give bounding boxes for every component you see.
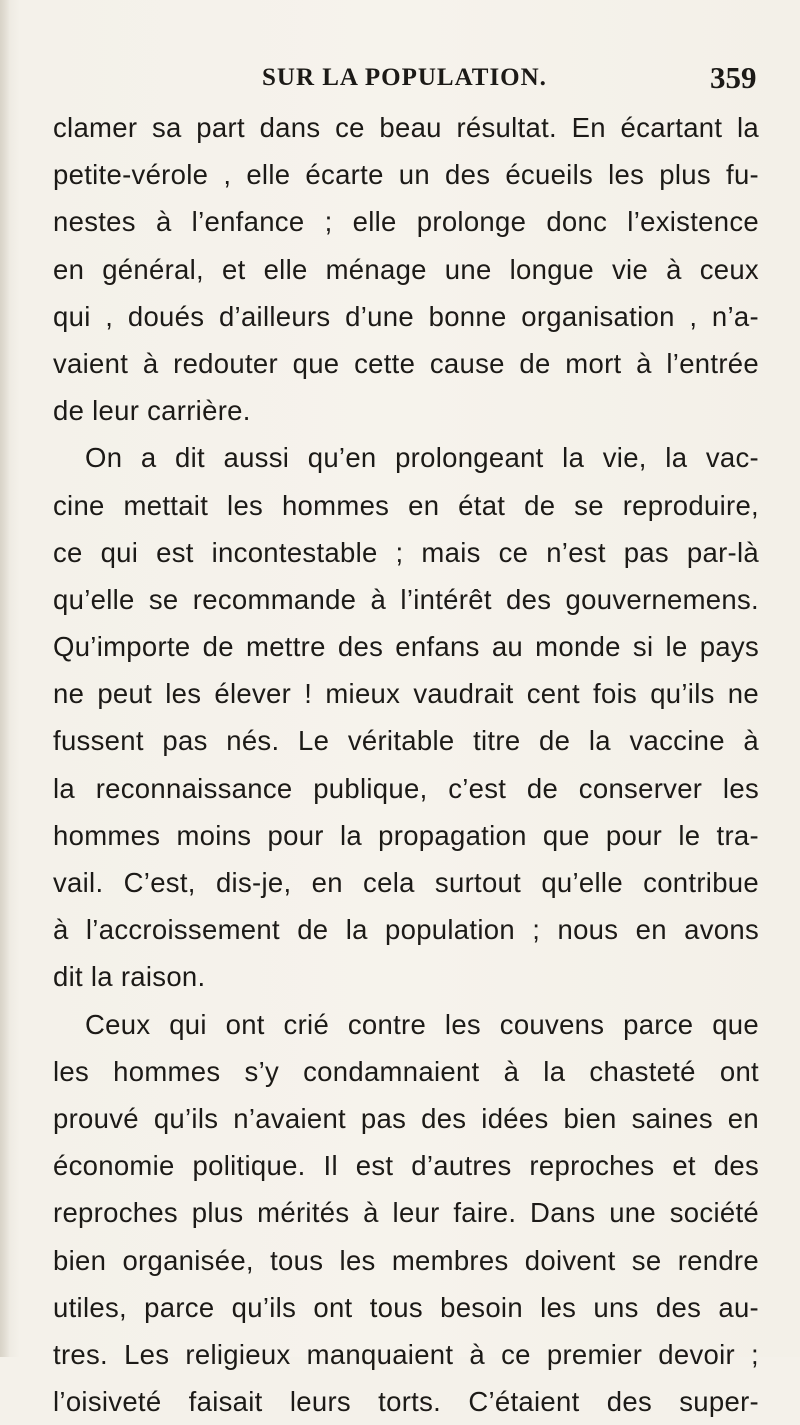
text-line-4: en général, et elle ménage une longue vie à ceux xyxy=(53,253,759,285)
text-line-14: fussent pas nés. Le véritable titre de la vaccine à xyxy=(53,725,759,757)
text-line-3: nestes à l’enfance ; elle prolonge donc l’existence xyxy=(53,206,759,238)
body-text xyxy=(53,104,759,1425)
text-line-13: ne peut les élever ! mieux vaudrait cent fois qu’ils ne xyxy=(53,678,759,710)
text-line-15: la reconnaissance publique, c’est de conserver les xyxy=(53,772,759,804)
text-line-28: l’oisiveté faisait leurs torts. C’étaient des super- xyxy=(53,1386,759,1418)
text-line-17: vail. C’est, dis-je, en cela surtout qu’elle contribue xyxy=(53,867,759,898)
text-line-19: dit la raison. xyxy=(53,961,206,993)
page-gutter-shadow xyxy=(0,0,10,1357)
text-line-24: reproches plus mérités à leur faire. Dans une société xyxy=(53,1197,759,1229)
text-line-21: les hommes s’y condamnaient à la chasteté ont xyxy=(53,1055,759,1087)
text-line-11: qu’elle se recommande à l’intérêt des gouvernemens. xyxy=(53,583,759,615)
text-line-1: clamer sa part dans ce beau résultat. En écartant la xyxy=(53,112,759,143)
text-line-20: Ceux qui ont crié contre les couvens parce que xyxy=(85,1008,759,1040)
text-line-10: ce qui est incontestable ; mais ce n’est pas par-là xyxy=(53,536,759,568)
text-line-25: bien organisée, tous les membres doivent se rendre xyxy=(53,1244,759,1276)
text-line-9: cine mettait les hommes en état de se reproduire, xyxy=(53,489,759,521)
text-line-12: Qu’importe de mettre des enfans au monde si le pays xyxy=(53,631,759,663)
page-number: 359 xyxy=(710,60,757,95)
text-line-6: vaient à redouter que cette cause de mort à l’entrée xyxy=(53,347,759,379)
text-line-16: hommes moins pour la propagation que pour le tra- xyxy=(53,819,759,851)
running-head xyxy=(0,62,800,102)
text-line-2: petite-vérole , elle écarte un des écueils les plus fu- xyxy=(53,159,759,191)
text-line-27: tres. Les religieux manquaient à ce premier devoir ; xyxy=(53,1338,759,1370)
text-line-22: prouvé qu’ils n’avaient pas des idées bien saines en xyxy=(53,1102,759,1134)
text-line-18: à l’accroissement de la population ; nous en avons xyxy=(53,914,759,946)
text-line-26: utiles, parce qu’ils ont tous besoin les uns des au- xyxy=(53,1291,759,1323)
text-line-8: On a dit aussi qu’en prolongeant la vie, la vac- xyxy=(85,442,759,474)
running-title: SUR LA POPULATION. xyxy=(262,64,547,91)
text-line-5: qui , doués d’ailleurs d’une bonne organisation , n’a- xyxy=(53,300,759,332)
text-line-23: économie politique. Il est d’autres reproches et des xyxy=(53,1150,759,1182)
text-line-7: de leur carrière. xyxy=(53,395,251,427)
